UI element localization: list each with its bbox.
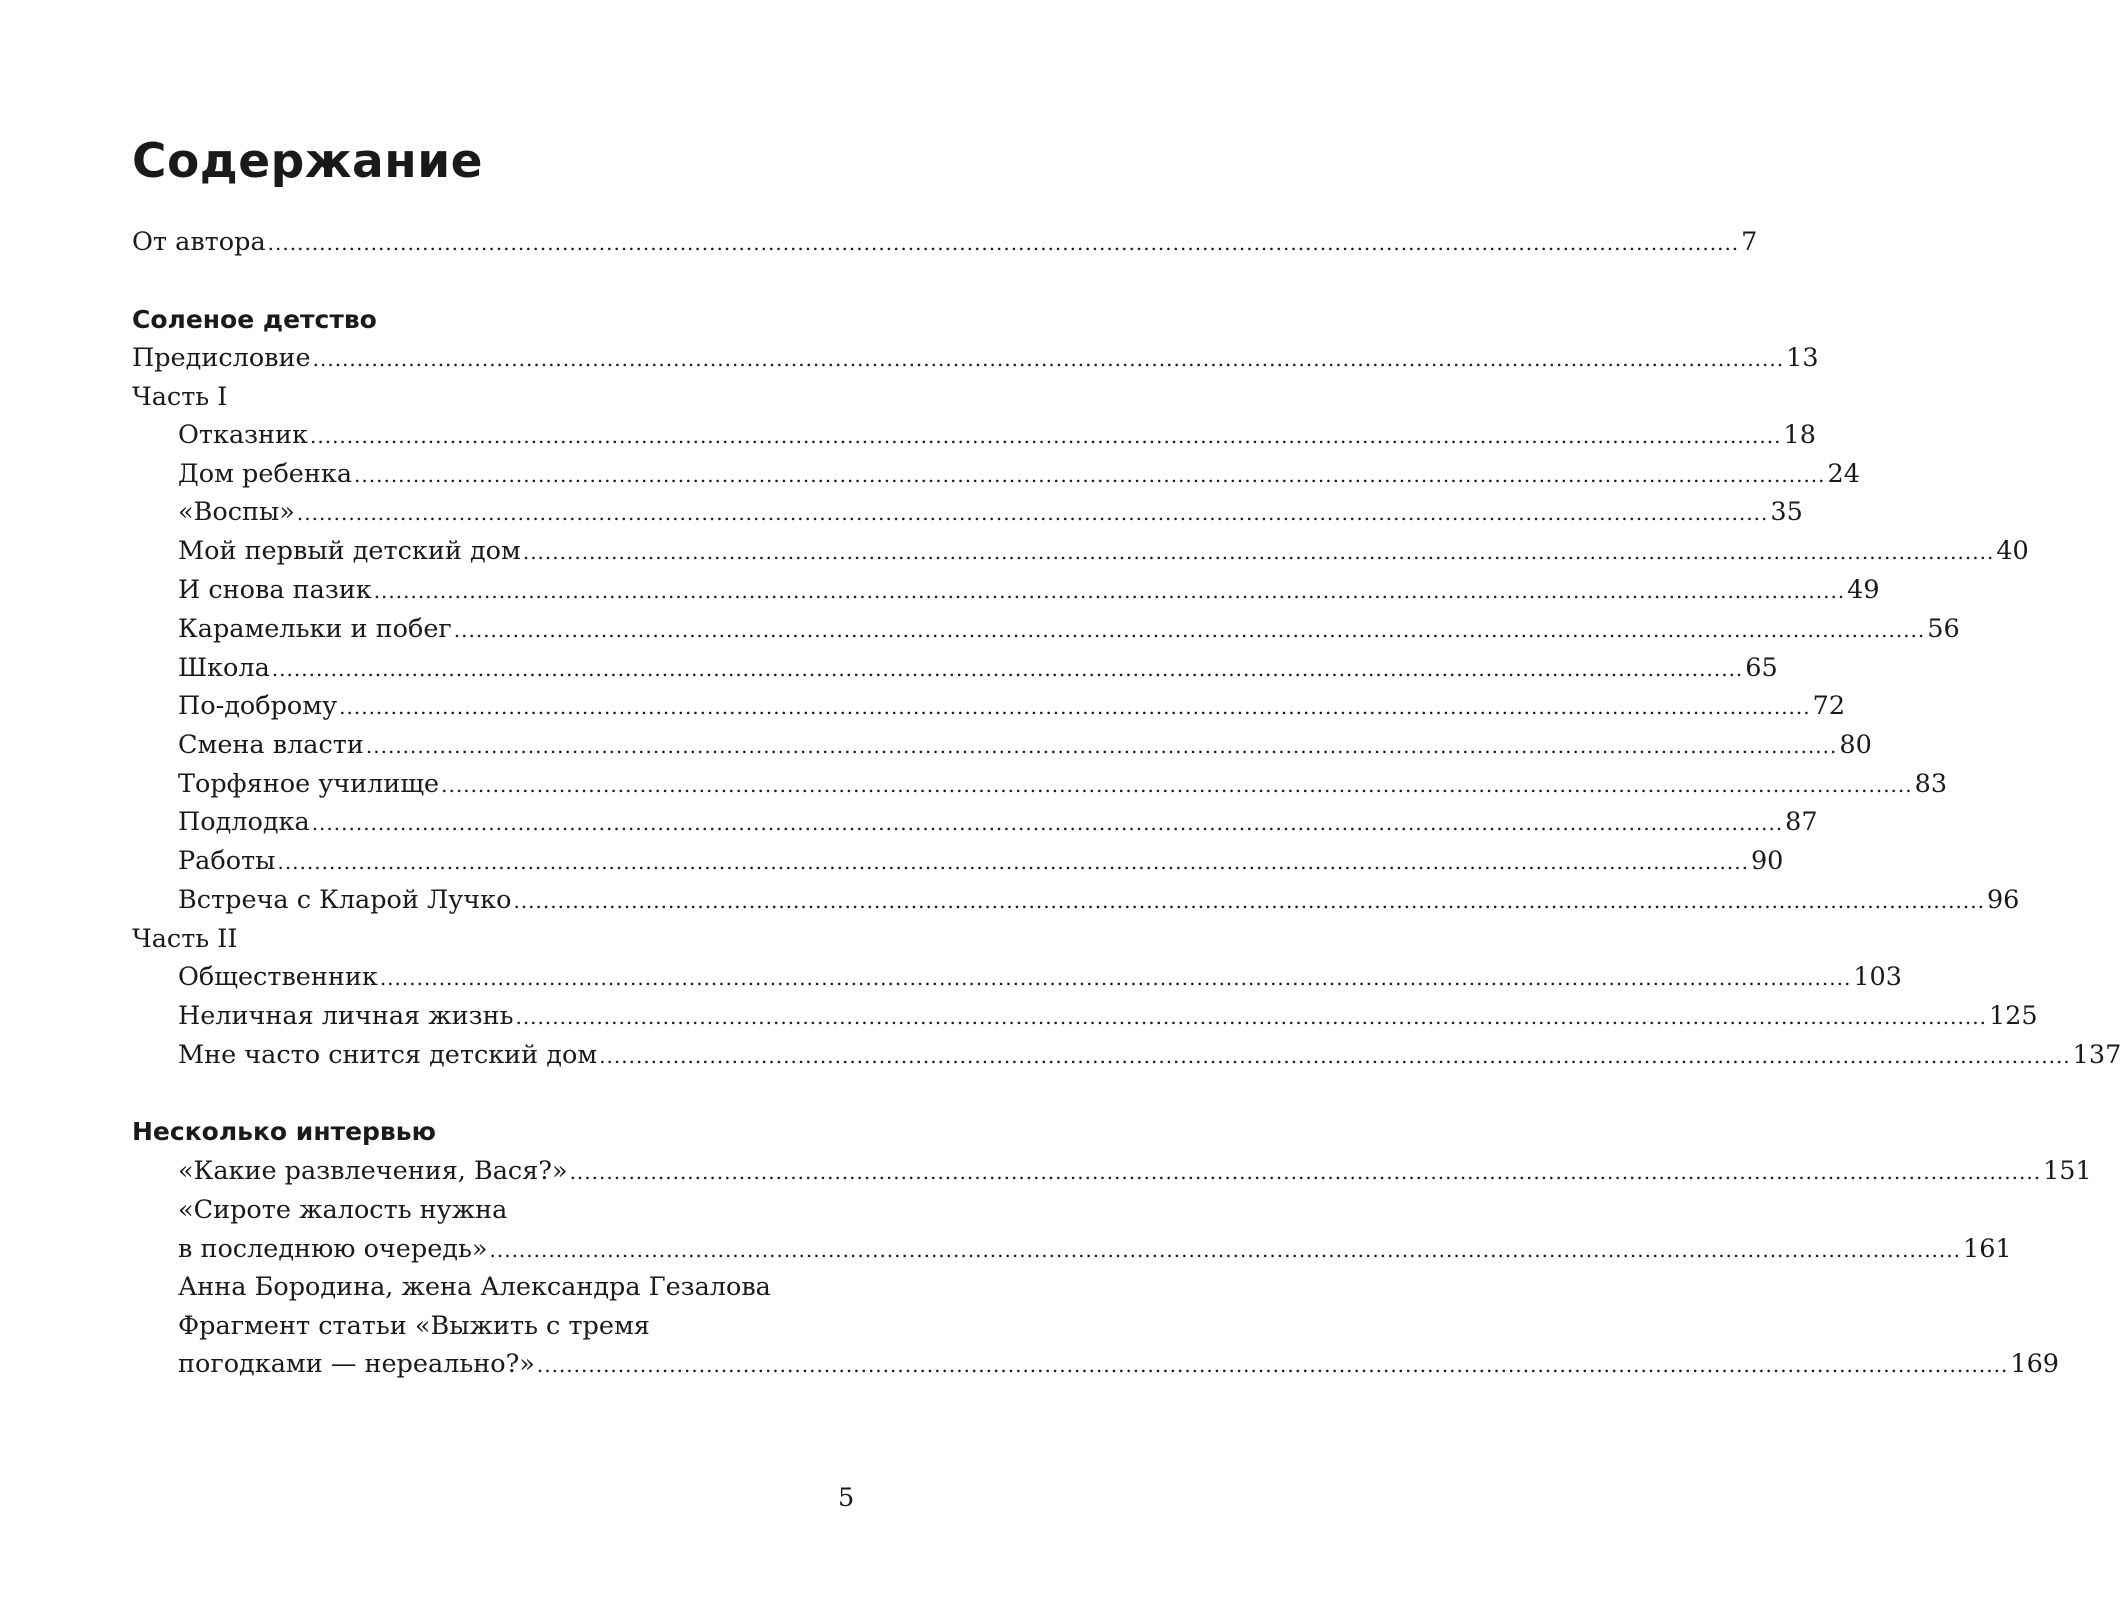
toc-entry-label: Отказник bbox=[178, 420, 308, 450]
part-heading: Часть I bbox=[132, 382, 228, 412]
toc-entry bbox=[178, 686, 1846, 726]
toc-entry-label: Смена власти bbox=[178, 730, 364, 760]
dot-leader: ........................................................................................................................................................................................................ bbox=[515, 1005, 1987, 1029]
toc-entry-preface bbox=[132, 338, 1819, 378]
dot-leader: ........................................................................................................................................................................................................ bbox=[513, 889, 1985, 913]
toc-entry bbox=[178, 1035, 2121, 1075]
toc-entry-label-line: «Сироте жалость нужна bbox=[178, 1195, 508, 1225]
toc-entry bbox=[178, 725, 1872, 765]
toc-entry-label: в последнюю очередь» bbox=[178, 1234, 488, 1264]
toc-entry-page: 56 bbox=[1927, 614, 1960, 644]
toc-entry bbox=[178, 957, 1902, 997]
toc-entry-label: Предисловие bbox=[132, 343, 311, 373]
toc-entry-page: 87 bbox=[1785, 807, 1818, 837]
toc-entry-label: Мой первый детский дом bbox=[178, 536, 521, 566]
toc-entry-page: 169 bbox=[2010, 1349, 2060, 1379]
toc-entry-page: 151 bbox=[2043, 1156, 2092, 1186]
toc-entry-label: Встреча с Кларой Лучко bbox=[178, 885, 512, 915]
toc-entry-page: 80 bbox=[1839, 730, 1872, 760]
toc-entry-page: 83 bbox=[1914, 769, 1948, 799]
toc-entry-page: 125 bbox=[1988, 1001, 2038, 1031]
toc-entry-page: 161 bbox=[1962, 1234, 2012, 1264]
section-heading: Соленое детство bbox=[132, 305, 377, 334]
part-heading: Часть II bbox=[132, 924, 238, 954]
toc-entry bbox=[178, 648, 1778, 688]
dot-leader: ........................................................................................................................................................................................................ bbox=[453, 618, 1926, 642]
dot-leader: ........................................................................................................................................................................................................ bbox=[311, 811, 1784, 835]
toc-entry bbox=[178, 996, 2038, 1036]
toc-entry-page: 72 bbox=[1812, 691, 1846, 721]
toc-entry-label: погодками — нереально?» bbox=[178, 1349, 535, 1379]
dot-leader: ........................................................................................................................................................................................................ bbox=[536, 1353, 2009, 1377]
toc-entry bbox=[178, 492, 1803, 532]
toc-entry bbox=[178, 570, 1880, 610]
toc-entry-page: 137 bbox=[2072, 1040, 2121, 1070]
toc-entry-label: «Какие развлечения, Вася?» bbox=[178, 1156, 568, 1186]
dot-leader: ........................................................................................................................................................................................................ bbox=[296, 501, 1769, 525]
toc-entry-label: «Воспы» bbox=[178, 497, 295, 527]
toc-entry bbox=[178, 880, 2020, 920]
toc-entry bbox=[178, 1344, 2060, 1384]
toc-entry-label: Дом ребенка bbox=[178, 459, 353, 489]
toc-entry bbox=[178, 609, 1960, 649]
toc-entry bbox=[178, 1229, 2012, 1269]
dot-leader: ........................................................................................................................................................................................................ bbox=[271, 657, 1744, 681]
toc-entry-label: Подлодка bbox=[178, 807, 310, 837]
toc-entry bbox=[178, 531, 2029, 571]
dot-leader: ........................................................................................................................................................................................................ bbox=[569, 1160, 2042, 1184]
page-title: Содержание bbox=[132, 134, 484, 189]
toc-entry bbox=[178, 454, 1860, 494]
toc-entry-label-line: Анна Бородина, жена Александра Гезалова bbox=[178, 1272, 771, 1302]
dot-leader: ........................................................................................................................................................................................................ bbox=[339, 695, 1811, 719]
toc-entry-page: 13 bbox=[1786, 343, 1819, 373]
dot-leader: ........................................................................................................................................................................................................ bbox=[354, 463, 1826, 487]
toc-entry-label: От автора bbox=[132, 227, 266, 257]
dot-leader: ........................................................................................................................................................................................................ bbox=[365, 734, 1838, 758]
toc-entry-page: 40 bbox=[1996, 536, 2029, 566]
dot-leader: ........................................................................................................................................................................................................ bbox=[267, 231, 1740, 255]
toc-entry bbox=[178, 415, 1816, 455]
toc-entry bbox=[178, 802, 1818, 842]
toc-entry-page: 103 bbox=[1853, 962, 1902, 992]
toc-entry bbox=[178, 1151, 2092, 1191]
toc-entry-page: 90 bbox=[1750, 846, 1784, 876]
toc-entry-page: 65 bbox=[1745, 653, 1778, 683]
toc-entry-label: Торфяное училище bbox=[178, 769, 440, 799]
toc-entry-label: Карамельки и побег bbox=[178, 614, 452, 644]
toc-entry-page: 18 bbox=[1783, 420, 1816, 450]
toc-entry-label: Общественник bbox=[178, 962, 378, 992]
toc-entry-label: Работы bbox=[178, 846, 276, 876]
page-number: 5 bbox=[838, 1483, 855, 1513]
dot-leader: ........................................................................................................................................................................................................ bbox=[489, 1238, 1961, 1262]
dot-leader: ........................................................................................................................................................................................................ bbox=[379, 966, 1852, 990]
dot-leader: ........................................................................................................................................................................................................ bbox=[441, 773, 1913, 797]
toc-entry-label: И снова пазик bbox=[178, 575, 372, 605]
section-heading: Несколько интервью bbox=[132, 1117, 436, 1146]
toc-entry-page: 35 bbox=[1770, 497, 1803, 527]
dot-leader: ........................................................................................................................................................................................................ bbox=[522, 540, 1995, 564]
toc-entry-label: Школа bbox=[178, 653, 270, 683]
dot-leader: ........................................................................................................................................................................................................ bbox=[312, 347, 1785, 371]
toc-entry-label: По-доброму bbox=[178, 691, 338, 721]
toc-entry-page: 49 bbox=[1847, 575, 1880, 605]
toc-entry bbox=[178, 841, 1784, 881]
toc-entry-label: Неличная личная жизнь bbox=[178, 1001, 514, 1031]
dot-leader: ........................................................................................................................................................................................................ bbox=[599, 1044, 2071, 1068]
toc-entry-label: Мне часто снится детский дом bbox=[178, 1040, 598, 1070]
toc-entry-page: 7 bbox=[1741, 227, 1758, 257]
toc-entry-label-line: Фрагмент статьи «Выжить с тремя bbox=[178, 1311, 650, 1341]
toc-entry bbox=[178, 764, 1948, 804]
toc-entry-from-author bbox=[132, 222, 1758, 262]
toc-entry-page: 96 bbox=[1986, 885, 2020, 915]
dot-leader: ........................................................................................................................................................................................................ bbox=[277, 850, 1749, 874]
dot-leader: ........................................................................................................................................................................................................ bbox=[373, 579, 1846, 603]
toc-entry-page: 24 bbox=[1827, 459, 1860, 489]
dot-leader: ........................................................................................................................................................................................................ bbox=[310, 424, 1782, 448]
